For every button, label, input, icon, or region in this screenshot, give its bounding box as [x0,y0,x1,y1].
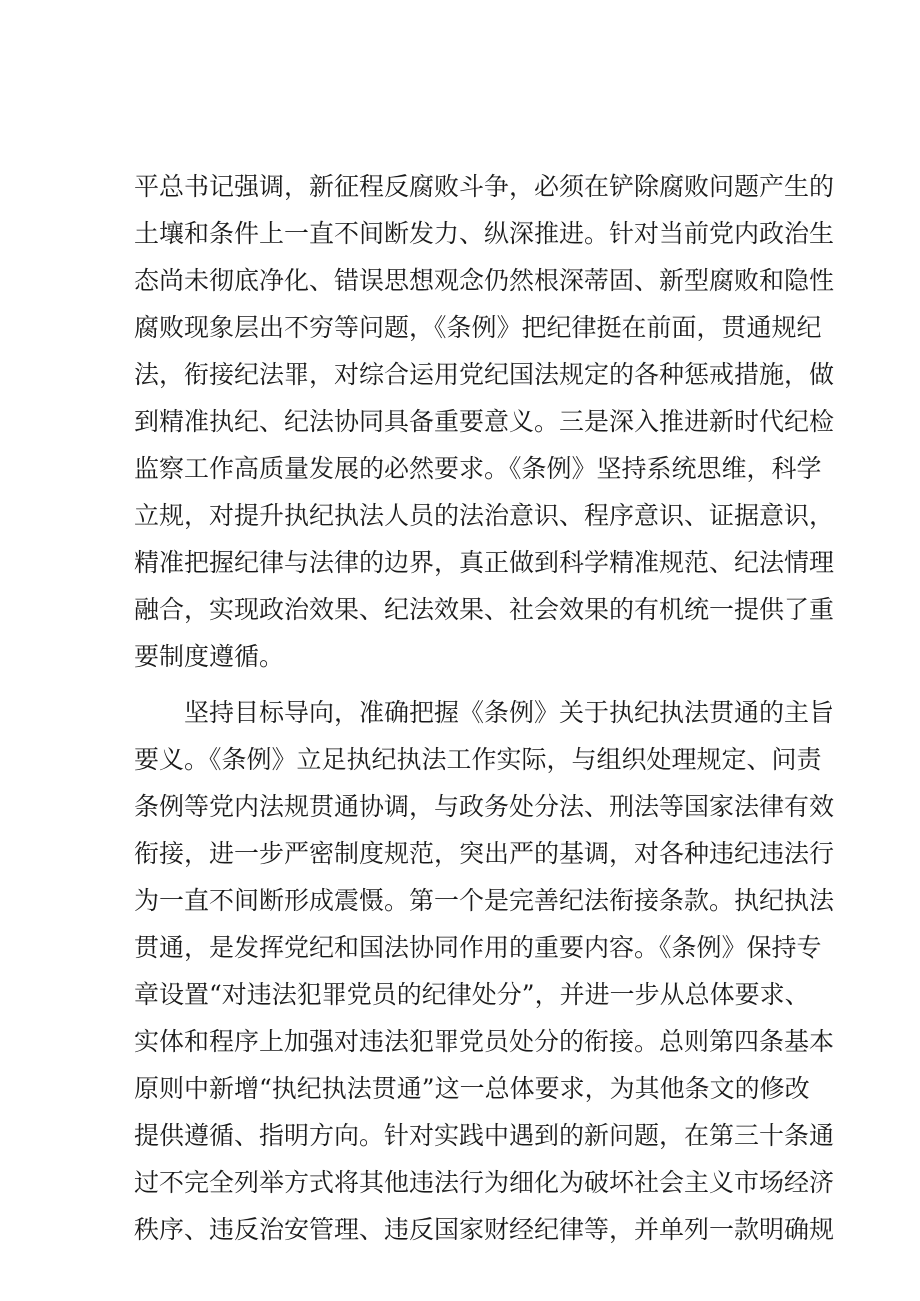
paragraph-line: 监察工作高质量发展的必然要求。《条例》坚持系统思维，科学 [134,454,822,483]
paragraph-line: 融合，实现政治效果、纪法效果、社会效果的有机统一提供了重 [134,595,835,624]
paragraph-line: 提供遵循、指明方向。针对实践中遇到的新问题，在第三十条通 [134,1121,835,1150]
paragraph-line: 章设置“对违法犯罪党员的纪律处分”，并进一步从总体要求、 [134,980,810,1009]
paragraph-line: 过不完全列举方式将其他违法行为细化为破坏社会主义市场经济 [134,1168,835,1197]
paragraph-line: 精准把握纪律与法律的边界，真正做到科学精准规范、纪法情理 [134,548,835,577]
paragraph-line: 态尚未彻底净化、错误思想观念仍然根深蒂固、新型腐败和隐性 [134,266,835,295]
paragraph-line: 实体和程序上加强对违法犯罪党员处分的衔接。总则第四条基本 [134,1027,835,1056]
paragraph-line: 为一直不间断形成震慑。第一个是完善纪法衔接条款。执纪执法 [134,886,835,915]
paragraph-line: 法，衔接纪法罪，对综合运用党纪国法规定的各种惩戒措施，做 [134,360,835,389]
paragraph-line: 立规，对提升执纪执法人员的法治意识、程序意识、证据意识， [134,501,835,530]
paragraph-spacer [134,680,786,689]
paragraph-line: 土壤和条件上一直不间断发力、纵深推进。针对当前党内政治生 [134,219,835,248]
paragraph-line: 秩序、违反治安管理、违反国家财经纪律等，并单列一款明确规 [134,1215,835,1244]
body-text [134,163,835,1253]
paragraph-line: 要制度遵循。 [134,642,285,671]
paragraph-line: 要义。《条例》立足执纪执法工作实际，与组织处理规定、问责 [134,745,822,774]
paragraph-line: 条例等党内法规贯通协调，与政务处分法、刑法等国家法律有效 [134,792,835,821]
paragraph-line: 贯通，是发挥党纪和国法协同作用的重要内容。《条例》保持专 [134,933,822,962]
paragraph-1 [134,163,835,680]
paragraph-line: 坚持目标导向，准确把握《条例》关于执纪执法贯通的主旨 [184,698,835,727]
paragraph-2 [134,689,835,1253]
paragraph-line: 衔接，进一步严密制度规范，突出严的基调，对各种违纪违法行 [134,839,835,868]
paragraph-line: 到精准执纪、纪法协同具备重要意义。三是深入推进新时代纪检 [134,407,835,436]
paragraph-line: 原则中新增“执纪执法贯通”这一总体要求，为其他条文的修改 [134,1074,810,1103]
paragraph-line: 平总书记强调，新征程反腐败斗争，必须在铲除腐败问题产生的 [134,172,835,201]
paragraph-line: 腐败现象层出不穷等问题，《条例》把纪律挺在前面，贯通规纪 [134,313,822,342]
